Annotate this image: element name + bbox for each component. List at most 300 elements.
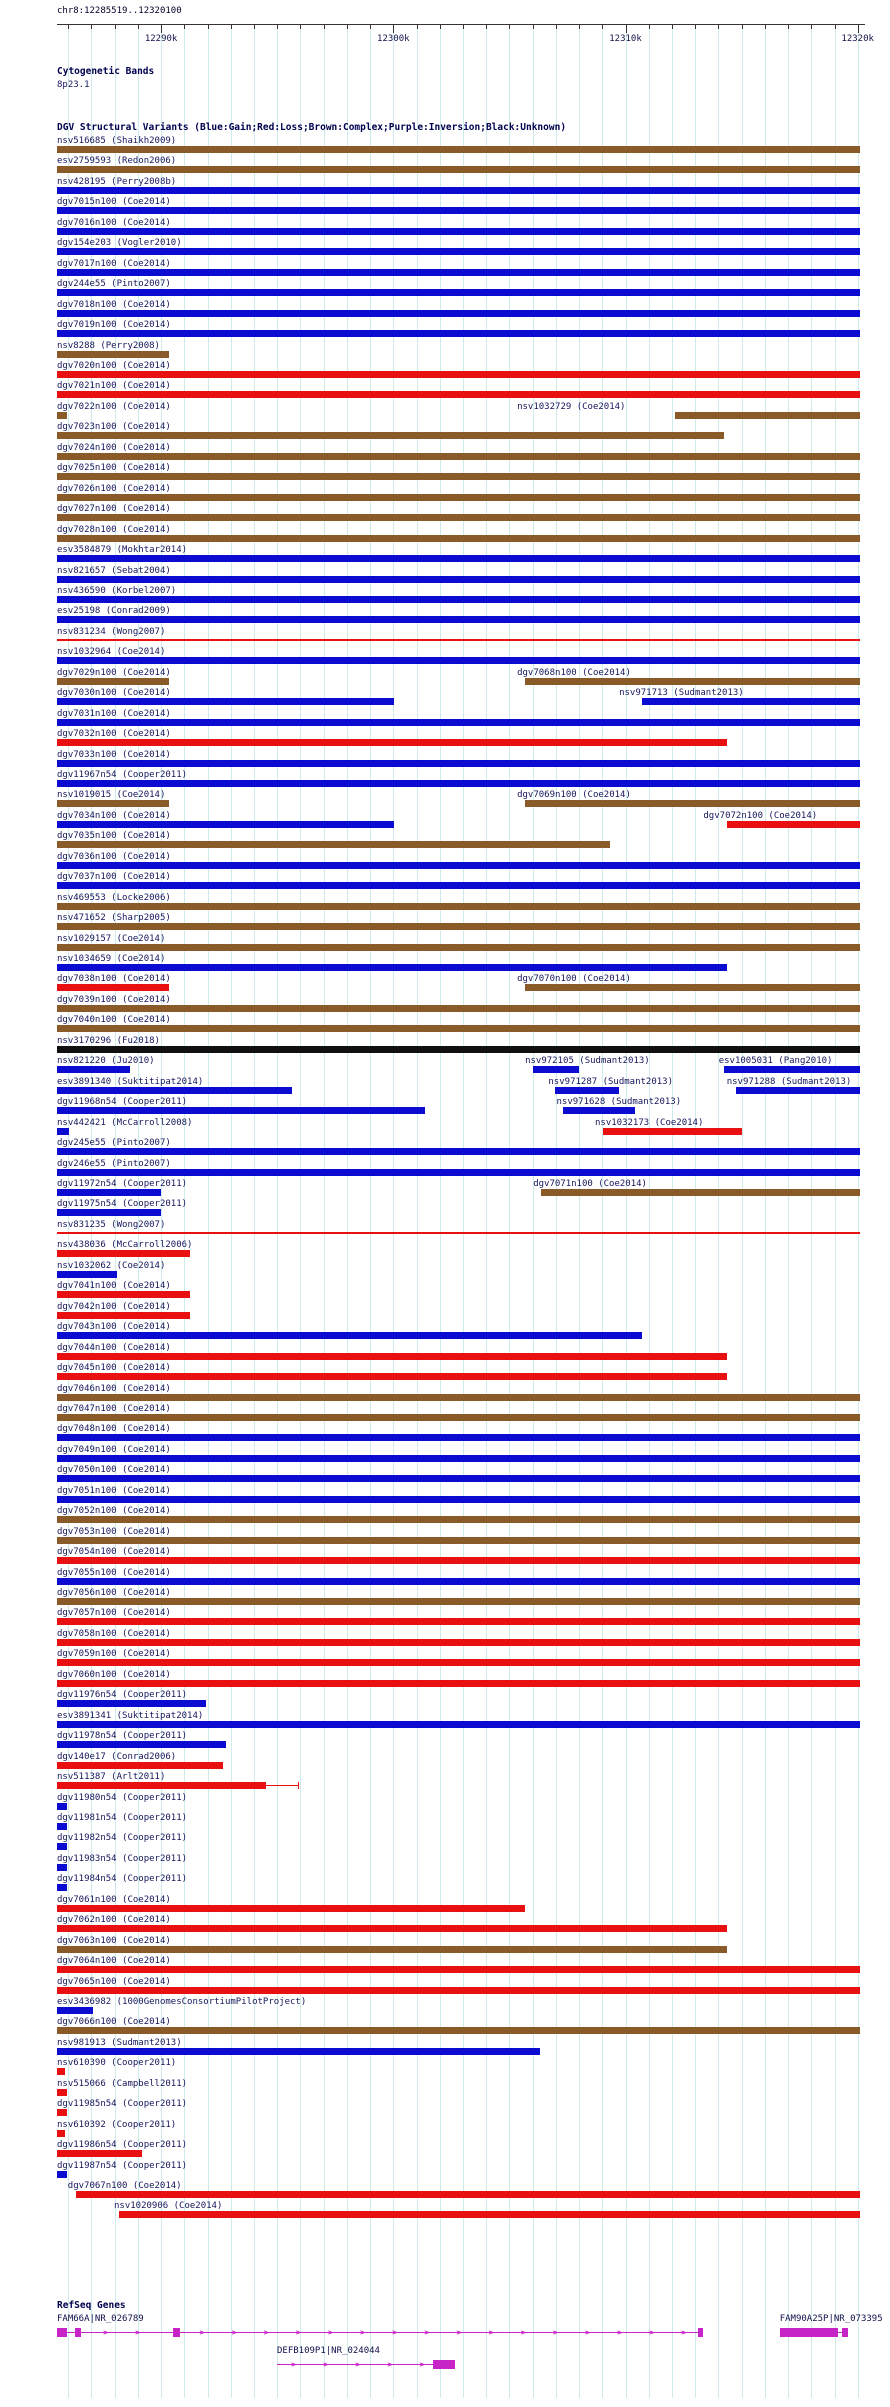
ruler-tick xyxy=(300,24,301,29)
variant-bar[interactable] xyxy=(57,2089,67,2096)
gene-arrow-icon: > xyxy=(323,2360,329,2369)
position-label: chr8:12285519..12320100 xyxy=(57,6,182,16)
variant-label[interactable]: dgv11987n54 (Cooper2011) xyxy=(57,2160,188,2171)
gridline xyxy=(347,24,348,2398)
ruler-tick xyxy=(138,24,139,29)
variant-label[interactable]: dgv7028n100 (Coe2014) xyxy=(57,524,171,535)
variant-bar[interactable] xyxy=(57,1128,69,1135)
variant-bar[interactable] xyxy=(57,1762,223,1769)
variant-label[interactable]: nsv469553 (Locke2006) xyxy=(57,892,171,903)
variant-bar[interactable] xyxy=(57,1721,860,1728)
gridline xyxy=(695,24,696,2398)
variant-label[interactable]: dgv7035n100 (Coe2014) xyxy=(57,831,171,842)
variant-bar[interactable] xyxy=(57,739,727,746)
gridline xyxy=(649,24,650,2398)
variant-bar[interactable] xyxy=(57,1232,860,1234)
variant-label[interactable]: dgv7043n100 (Coe2014) xyxy=(57,1322,171,1333)
variant-label[interactable]: nsv971713 (Sudmant2013) xyxy=(619,688,744,699)
variant-label[interactable]: dgv7020n100 (Coe2014) xyxy=(57,360,171,371)
variant-bar[interactable] xyxy=(57,2007,93,2014)
variant-label[interactable]: dgv7057n100 (Coe2014) xyxy=(57,1608,171,1619)
variant-label[interactable]: dgv7023n100 (Coe2014) xyxy=(57,422,171,433)
variant-bar[interactable] xyxy=(57,1639,860,1646)
variant-bar[interactable] xyxy=(57,1659,860,1666)
gene-exon[interactable] xyxy=(780,2328,839,2337)
variant-label[interactable]: dgv154e203 (Vogler2010) xyxy=(57,238,182,249)
gene-arrow-icon: > xyxy=(360,2328,365,2337)
variant-bar[interactable] xyxy=(57,800,169,807)
variant-bar[interactable] xyxy=(57,882,860,889)
variant-label[interactable]: dgv7065n100 (Coe2014) xyxy=(57,1976,171,1987)
variant-label[interactable]: dgv7032n100 (Coe2014) xyxy=(57,729,171,739)
variant-label[interactable]: dgv7018n100 (Coe2014) xyxy=(57,299,171,310)
variant-label[interactable]: dgv7040n100 (Coe2014) xyxy=(57,1015,171,1026)
variant-bar[interactable] xyxy=(57,269,860,276)
variant-bar[interactable] xyxy=(57,1741,226,1748)
variant-bar[interactable] xyxy=(57,639,860,641)
variant-label[interactable]: nsv1032729 (Coe2014) xyxy=(517,401,626,412)
variant-label[interactable]: dgv7044n100 (Coe2014) xyxy=(57,1342,171,1353)
variant-label[interactable]: nsv438036 (McCarroll2006) xyxy=(57,1240,193,1251)
gene-label[interactable]: DEFB109P1|NR_024044 xyxy=(277,2346,380,2356)
ruler-tick xyxy=(347,24,348,29)
variant-bar[interactable] xyxy=(57,1843,67,1850)
variant-label[interactable]: nsv516685 (Shaikh2009) xyxy=(57,136,177,146)
variant-bar[interactable] xyxy=(57,1700,206,1707)
gene-exon[interactable] xyxy=(433,2360,456,2369)
variant-bar[interactable] xyxy=(57,1148,860,1155)
variant-label[interactable]: nsv821657 (Sebat2004) xyxy=(57,565,171,576)
ruler-tick-label: 12310k xyxy=(609,34,642,44)
variant-bar[interactable] xyxy=(57,2027,860,2034)
variant-label[interactable]: nsv971287 (Sudmant2013) xyxy=(548,1076,674,1087)
variant-label[interactable]: dgv7024n100 (Coe2014) xyxy=(57,442,171,453)
variant-bar[interactable] xyxy=(57,494,860,501)
variant-bar[interactable] xyxy=(57,862,860,869)
variant-label[interactable]: dgv7038n100 (Coe2014) xyxy=(57,974,171,985)
variant-bar[interactable] xyxy=(57,1046,860,1053)
ruler-tick xyxy=(161,24,162,33)
variant-label[interactable]: dgv7037n100 (Coe2014) xyxy=(57,872,171,883)
variant-label[interactable]: dgv7031n100 (Coe2014) xyxy=(57,708,171,719)
variant-label[interactable]: dgv7034n100 (Coe2014) xyxy=(57,810,171,821)
variant-label[interactable]: dgv7030n100 (Coe2014) xyxy=(57,688,171,699)
variant-label[interactable]: dgv7041n100 (Coe2014) xyxy=(57,1281,171,1292)
variant-label[interactable]: dgv11980n54 (Cooper2011) xyxy=(57,1792,188,1803)
variant-bar[interactable] xyxy=(57,146,860,153)
gene-exon[interactable] xyxy=(173,2328,179,2337)
variant-bar[interactable] xyxy=(57,1557,860,1564)
variant-bar[interactable] xyxy=(57,984,169,991)
variant-bar[interactable] xyxy=(57,1966,860,1973)
variant-bar[interactable] xyxy=(57,473,860,480)
variant-label[interactable]: nsv1029157 (Coe2014) xyxy=(57,933,166,944)
variant-label[interactable]: nsv3170296 (Fu2018) xyxy=(57,1035,160,1046)
variant-label[interactable]: nsv471652 (Sharp2005) xyxy=(57,913,171,924)
variant-bar[interactable] xyxy=(57,964,727,971)
variant-bar[interactable] xyxy=(57,1864,67,1871)
gridline xyxy=(486,24,487,2398)
ruler-tick xyxy=(626,24,627,33)
variant-bar[interactable] xyxy=(57,207,860,214)
gridline xyxy=(393,24,394,2398)
gene-arrow-icon: > xyxy=(328,2328,333,2337)
variant-bar[interactable] xyxy=(57,1291,190,1298)
variant-bar[interactable] xyxy=(541,1189,860,1196)
gene-arrow-icon: > xyxy=(617,2328,622,2337)
variant-label[interactable]: dgv11968n54 (Cooper2011) xyxy=(57,1097,188,1108)
variant-bar[interactable] xyxy=(57,1353,727,1360)
variant-label[interactable]: dgv11975n54 (Cooper2011) xyxy=(57,1199,188,1210)
variant-label[interactable]: dgv7069n100 (Coe2014) xyxy=(517,790,631,801)
gridline xyxy=(533,24,534,2398)
gene-arrow-icon: > xyxy=(295,2328,301,2337)
variant-label[interactable]: dgv7058n100 (Coe2014) xyxy=(57,1628,171,1639)
gridline xyxy=(208,24,209,2398)
gridline xyxy=(788,24,789,2398)
variant-bar[interactable] xyxy=(57,944,860,951)
variant-label[interactable]: dgv7021n100 (Coe2014) xyxy=(57,381,171,392)
ruler-tick xyxy=(463,24,464,29)
variant-label[interactable]: dgv7033n100 (Coe2014) xyxy=(57,749,171,760)
variant-label[interactable]: dgv7025n100 (Coe2014) xyxy=(57,463,171,474)
variant-label[interactable]: dgv7063n100 (Coe2014) xyxy=(57,1935,171,1946)
gene-arrow-icon: > xyxy=(681,2328,687,2337)
ruler-tick xyxy=(254,24,255,29)
variant-bar[interactable] xyxy=(57,1537,860,1544)
variant-bar[interactable] xyxy=(57,903,860,910)
variant-label[interactable]: dgv7051n100 (Coe2014) xyxy=(57,1485,171,1496)
gridline xyxy=(300,24,301,2398)
variant-bar[interactable] xyxy=(57,1598,860,1605)
variant-label[interactable]: esv3891340 (Suktitipat2014) xyxy=(57,1076,204,1087)
variant-label[interactable]: dgv7027n100 (Coe2014) xyxy=(57,504,171,515)
ruler-baseline xyxy=(57,24,865,25)
variant-bar[interactable] xyxy=(57,2150,142,2157)
variant-bar[interactable] xyxy=(57,412,67,419)
variant-bar[interactable] xyxy=(57,576,860,583)
ruler-tick xyxy=(556,24,557,29)
variant-label[interactable]: dgv7046n100 (Coe2014) xyxy=(57,1383,171,1394)
ruler-tick xyxy=(811,24,812,29)
variant-label[interactable]: esv25198 (Conrad2009) xyxy=(57,606,171,617)
variant-label[interactable]: nsv1032062 (Coe2014) xyxy=(57,1260,166,1271)
variant-bar[interactable] xyxy=(57,1066,130,1073)
variant-bar[interactable] xyxy=(57,2109,67,2116)
variant-label[interactable]: dgv7016n100 (Coe2014) xyxy=(57,217,171,228)
gene-label[interactable]: FAM90A25P|NR_073395 xyxy=(779,2314,883,2324)
variant-bar[interactable] xyxy=(57,1394,860,1401)
variant-bar[interactable] xyxy=(727,821,860,828)
variant-label[interactable]: dgv11981n54 (Cooper2011) xyxy=(57,1812,188,1823)
variant-bar[interactable] xyxy=(603,1128,742,1135)
variant-label[interactable]: nsv610390 (Cooper2011) xyxy=(57,2058,177,2069)
variant-label[interactable]: esv3436982 (1000GenomesConsortiumPilotProject) xyxy=(57,1997,307,2007)
gridline xyxy=(509,24,510,2398)
variant-bar[interactable] xyxy=(57,1496,860,1503)
variant-label[interactable]: esv3891341 (Suktitipat2014) xyxy=(57,1710,204,1721)
variant-bar[interactable] xyxy=(57,1169,860,1176)
variant-label[interactable]: dgv11978n54 (Cooper2011) xyxy=(57,1731,188,1742)
gene-arrow-icon: > xyxy=(231,2328,237,2337)
variant-bar[interactable] xyxy=(57,248,860,255)
variant-bar[interactable] xyxy=(57,1946,727,1953)
variant-label[interactable]: dgv246e55 (Pinto2007) xyxy=(57,1158,171,1169)
gene-exon[interactable] xyxy=(57,2328,67,2337)
gene-arrow-icon: > xyxy=(355,2360,361,2369)
variant-label[interactable]: nsv8288 (Perry2008) xyxy=(57,340,160,351)
variant-label[interactable]: dgv7062n100 (Coe2014) xyxy=(57,1915,171,1926)
variant-bar[interactable] xyxy=(563,1107,635,1114)
variant-bar[interactable] xyxy=(736,1087,861,1094)
variant-label[interactable]: dgv245e55 (Pinto2007) xyxy=(57,1138,171,1148)
variant-label[interactable]: dgv11982n54 (Cooper2011) xyxy=(57,1833,188,1844)
variant-bar[interactable] xyxy=(525,678,860,685)
gene-arrow-icon: > xyxy=(488,2328,494,2337)
variant-label[interactable]: dgv7017n100 (Coe2014) xyxy=(57,258,171,269)
variant-bar[interactable] xyxy=(57,1209,161,1216)
variant-label[interactable]: dgv7068n100 (Coe2014) xyxy=(517,667,631,678)
variant-label[interactable]: dgv7056n100 (Coe2014) xyxy=(57,1588,171,1598)
gridline xyxy=(811,24,812,2398)
variant-label[interactable]: dgv11985n54 (Cooper2011) xyxy=(57,2099,188,2110)
variant-bar[interactable] xyxy=(57,330,860,337)
variant-label[interactable]: dgv11967n54 (Cooper2011) xyxy=(57,769,188,780)
variant-label[interactable]: dgv11984n54 (Cooper2011) xyxy=(57,1874,188,1885)
variant-label[interactable]: nsv971628 (Sudmant2013) xyxy=(556,1097,682,1108)
variant-label[interactable]: dgv7067n100 (Coe2014) xyxy=(67,2181,182,2191)
variant-bar[interactable] xyxy=(57,1905,525,1912)
gridline xyxy=(556,24,557,2398)
variant-bar[interactable] xyxy=(119,2211,860,2218)
variant-label[interactable]: nsv436590 (Korbel2007) xyxy=(57,585,177,596)
variant-bar[interactable] xyxy=(57,616,860,623)
gene-arrow-icon: > xyxy=(456,2328,462,2337)
variant-bar[interactable] xyxy=(57,841,610,848)
variant-label[interactable]: dgv7054n100 (Coe2014) xyxy=(57,1547,171,1557)
variant-bar[interactable] xyxy=(57,1434,860,1441)
variant-bar[interactable] xyxy=(57,351,169,358)
variant-label[interactable]: dgv7036n100 (Coe2014) xyxy=(57,851,171,862)
variant-bar[interactable] xyxy=(57,432,724,439)
variant-label[interactable]: dgv7048n100 (Coe2014) xyxy=(57,1424,171,1435)
variant-bar[interactable] xyxy=(57,2171,67,2178)
variant-bar[interactable] xyxy=(57,1516,860,1523)
variant-bar[interactable] xyxy=(57,1414,860,1421)
variant-bar[interactable] xyxy=(57,719,860,726)
variant-bar[interactable] xyxy=(57,657,860,664)
gene-line[interactable] xyxy=(57,2332,703,2333)
ruler-tick xyxy=(695,24,696,29)
variant-label[interactable]: dgv7029n100 (Coe2014) xyxy=(57,667,171,678)
variant-bar[interactable] xyxy=(57,2048,540,2055)
variant-bar[interactable] xyxy=(57,923,860,930)
variant-label[interactable]: dgv7019n100 (Coe2014) xyxy=(57,320,171,330)
variant-bar[interactable] xyxy=(57,1250,190,1257)
variant-label[interactable]: nsv972105 (Sudmant2013) xyxy=(525,1056,650,1067)
variant-label[interactable]: dgv7026n100 (Coe2014) xyxy=(57,483,171,494)
variant-bar[interactable] xyxy=(57,187,860,194)
variant-label[interactable]: nsv1034659 (Coe2014) xyxy=(57,954,166,964)
variant-label[interactable]: dgv7052n100 (Coe2014) xyxy=(57,1506,171,1517)
variant-label[interactable]: esv1005031 (Pang2010) xyxy=(718,1056,833,1067)
variant-label[interactable]: nsv515066 (Campbell2011) xyxy=(57,2078,188,2089)
variant-bar[interactable] xyxy=(57,1107,425,1114)
gene-exon[interactable] xyxy=(698,2328,704,2337)
variant-label[interactable]: esv2759593 (Redon2006) xyxy=(57,156,177,167)
variant-label[interactable]: dgv11983n54 (Cooper2011) xyxy=(57,1853,188,1864)
variant-bar[interactable] xyxy=(57,2068,65,2075)
variant-label[interactable]: dgv7060n100 (Coe2014) xyxy=(57,1669,171,1680)
gene-arrow-icon: > xyxy=(263,2328,269,2337)
ruler-tick xyxy=(533,24,534,29)
variant-bar[interactable] xyxy=(57,1271,117,1278)
refseq-track-title: RefSeq Genes xyxy=(57,2300,126,2311)
variant-label[interactable]: dgv7045n100 (Coe2014) xyxy=(57,1363,171,1373)
variant-bar[interactable] xyxy=(724,1066,861,1073)
variant-label[interactable]: nsv428195 (Perry2008b) xyxy=(57,176,177,187)
variant-bar[interactable] xyxy=(57,780,860,787)
variant-bar[interactable] xyxy=(57,514,860,521)
variant-tail-tick xyxy=(298,1782,299,1789)
variant-label[interactable]: dgv7049n100 (Coe2014) xyxy=(57,1444,171,1455)
variant-label[interactable]: nsv610392 (Cooper2011) xyxy=(57,2119,177,2130)
variant-label[interactable]: nsv1019015 (Coe2014) xyxy=(57,790,166,801)
variant-bar[interactable] xyxy=(57,228,860,235)
variant-label[interactable]: nsv831235 (Wong2007) xyxy=(57,1219,166,1230)
variant-bar[interactable] xyxy=(57,391,860,398)
variant-label[interactable]: nsv831234 (Wong2007) xyxy=(57,626,166,637)
variant-label[interactable]: dgv7047n100 (Coe2014) xyxy=(57,1403,171,1414)
variant-bar[interactable] xyxy=(57,1578,860,1585)
variant-bar[interactable] xyxy=(533,1066,579,1073)
variant-bar[interactable] xyxy=(642,698,860,705)
variant-bar[interactable] xyxy=(57,596,860,603)
variant-bar[interactable] xyxy=(57,821,394,828)
variant-label[interactable]: nsv1032964 (Coe2014) xyxy=(57,647,166,658)
gridline xyxy=(184,24,185,2398)
variant-bar[interactable] xyxy=(555,1087,619,1094)
variant-bar[interactable] xyxy=(57,535,860,542)
gridline xyxy=(742,24,743,2398)
variant-label[interactable]: dgv7071n100 (Coe2014) xyxy=(533,1179,647,1189)
variant-label[interactable]: dgv140e17 (Conrad2006) xyxy=(57,1751,177,1762)
ruler-tick xyxy=(742,24,743,29)
variant-label[interactable]: dgv7050n100 (Coe2014) xyxy=(57,1465,171,1476)
variant-bar[interactable] xyxy=(57,1455,860,1462)
variant-label[interactable]: dgv11976n54 (Cooper2011) xyxy=(57,1690,188,1701)
variant-bar[interactable] xyxy=(57,1373,727,1380)
variant-bar[interactable] xyxy=(57,1087,292,1094)
gene-arrow-icon: > xyxy=(585,2328,590,2337)
gridline xyxy=(835,24,836,2398)
gridline xyxy=(626,24,627,2398)
variant-bar[interactable] xyxy=(675,412,860,419)
variant-bar[interactable] xyxy=(57,555,860,562)
variant-label[interactable]: nsv971288 (Sudmant2013) xyxy=(726,1076,852,1087)
variant-bar[interactable] xyxy=(57,678,169,685)
gene-arrow-icon: > xyxy=(103,2328,109,2337)
variant-bar[interactable] xyxy=(57,1803,67,1810)
variant-label[interactable]: dgv7061n100 (Coe2014) xyxy=(57,1894,171,1905)
variant-bar[interactable] xyxy=(57,1005,860,1012)
variant-label[interactable]: dgv7053n100 (Coe2014) xyxy=(57,1526,171,1537)
variant-bar[interactable] xyxy=(57,1782,266,1789)
variant-bar[interactable] xyxy=(57,1332,642,1339)
variant-label[interactable]: dgv244e55 (Pinto2007) xyxy=(57,279,171,290)
variant-bar[interactable] xyxy=(57,1884,67,1891)
variant-label[interactable]: nsv981913 (Sudmant2013) xyxy=(57,2037,182,2048)
variant-label[interactable]: nsv1020906 (Coe2014) xyxy=(114,2201,223,2212)
variant-bar[interactable] xyxy=(57,2130,65,2137)
variant-bar[interactable] xyxy=(57,1312,190,1319)
variant-label[interactable]: dgv11972n54 (Cooper2011) xyxy=(57,1179,188,1189)
gene-arrow-icon: > xyxy=(392,2328,398,2337)
variant-bar[interactable] xyxy=(57,453,860,460)
gridline xyxy=(858,24,859,2398)
variant-bar[interactable] xyxy=(525,984,860,991)
variant-bar[interactable] xyxy=(57,166,860,173)
variant-label[interactable]: dgv7022n100 (Coe2014) xyxy=(57,401,171,412)
cytoband-label[interactable]: 8p23.1 xyxy=(57,80,90,90)
variant-label[interactable]: esv3584879 (Mokhtar2014) xyxy=(57,545,188,555)
ruler-tick xyxy=(486,24,487,29)
variant-label[interactable]: nsv821220 (Ju2010) xyxy=(57,1056,155,1067)
ruler-tick xyxy=(649,24,650,29)
gene-label[interactable]: FAM66A|NR_026789 xyxy=(57,2314,144,2324)
variant-bar[interactable] xyxy=(57,1189,161,1196)
variant-label[interactable]: dgv7070n100 (Coe2014) xyxy=(517,974,631,985)
variant-label[interactable]: dgv7064n100 (Coe2014) xyxy=(57,1956,171,1966)
variant-label[interactable]: nsv442421 (McCarroll2008) xyxy=(57,1117,193,1128)
gridline xyxy=(277,24,278,2398)
variant-label[interactable]: nsv511387 (Arlt2011) xyxy=(57,1772,166,1782)
ruler-tick xyxy=(91,24,92,29)
gene-line[interactable] xyxy=(277,2364,455,2365)
variant-label[interactable]: dgv7039n100 (Coe2014) xyxy=(57,994,171,1005)
variant-bar[interactable] xyxy=(57,1925,727,1932)
gene-exon[interactable] xyxy=(842,2328,848,2337)
variant-label[interactable]: dgv7042n100 (Coe2014) xyxy=(57,1301,171,1312)
variant-bar[interactable] xyxy=(57,371,860,378)
variant-label[interactable]: dgv7059n100 (Coe2014) xyxy=(57,1649,171,1660)
variant-bar[interactable] xyxy=(57,760,860,767)
variant-bar[interactable] xyxy=(57,1987,860,1994)
ruler-tick xyxy=(602,24,603,29)
variant-bar[interactable] xyxy=(57,1025,860,1032)
ruler-tick xyxy=(718,24,719,29)
variant-label[interactable]: dgv11986n54 (Cooper2011) xyxy=(57,2140,188,2151)
ruler-tick xyxy=(765,24,766,29)
gridline xyxy=(463,24,464,2398)
variant-bar[interactable] xyxy=(57,1680,860,1687)
variant-bar[interactable] xyxy=(57,289,860,296)
variant-label[interactable]: dgv7055n100 (Coe2014) xyxy=(57,1567,171,1578)
ruler-tick xyxy=(277,24,278,29)
gene-exon[interactable] xyxy=(75,2328,81,2337)
variant-bar[interactable] xyxy=(57,1475,860,1482)
variant-bar[interactable] xyxy=(76,2191,861,2198)
variant-bar[interactable] xyxy=(525,800,860,807)
variant-bar[interactable] xyxy=(57,1618,860,1625)
variant-label[interactable]: dgv7015n100 (Coe2014) xyxy=(57,197,171,208)
variant-bar[interactable] xyxy=(57,310,860,317)
variant-label[interactable]: dgv7066n100 (Coe2014) xyxy=(57,2017,171,2028)
variant-bar[interactable] xyxy=(57,1823,67,1830)
variant-label[interactable]: dgv7072n100 (Coe2014) xyxy=(703,810,818,821)
variant-label[interactable]: nsv1032173 (Coe2014) xyxy=(595,1117,704,1128)
variant-bar[interactable] xyxy=(57,698,394,705)
